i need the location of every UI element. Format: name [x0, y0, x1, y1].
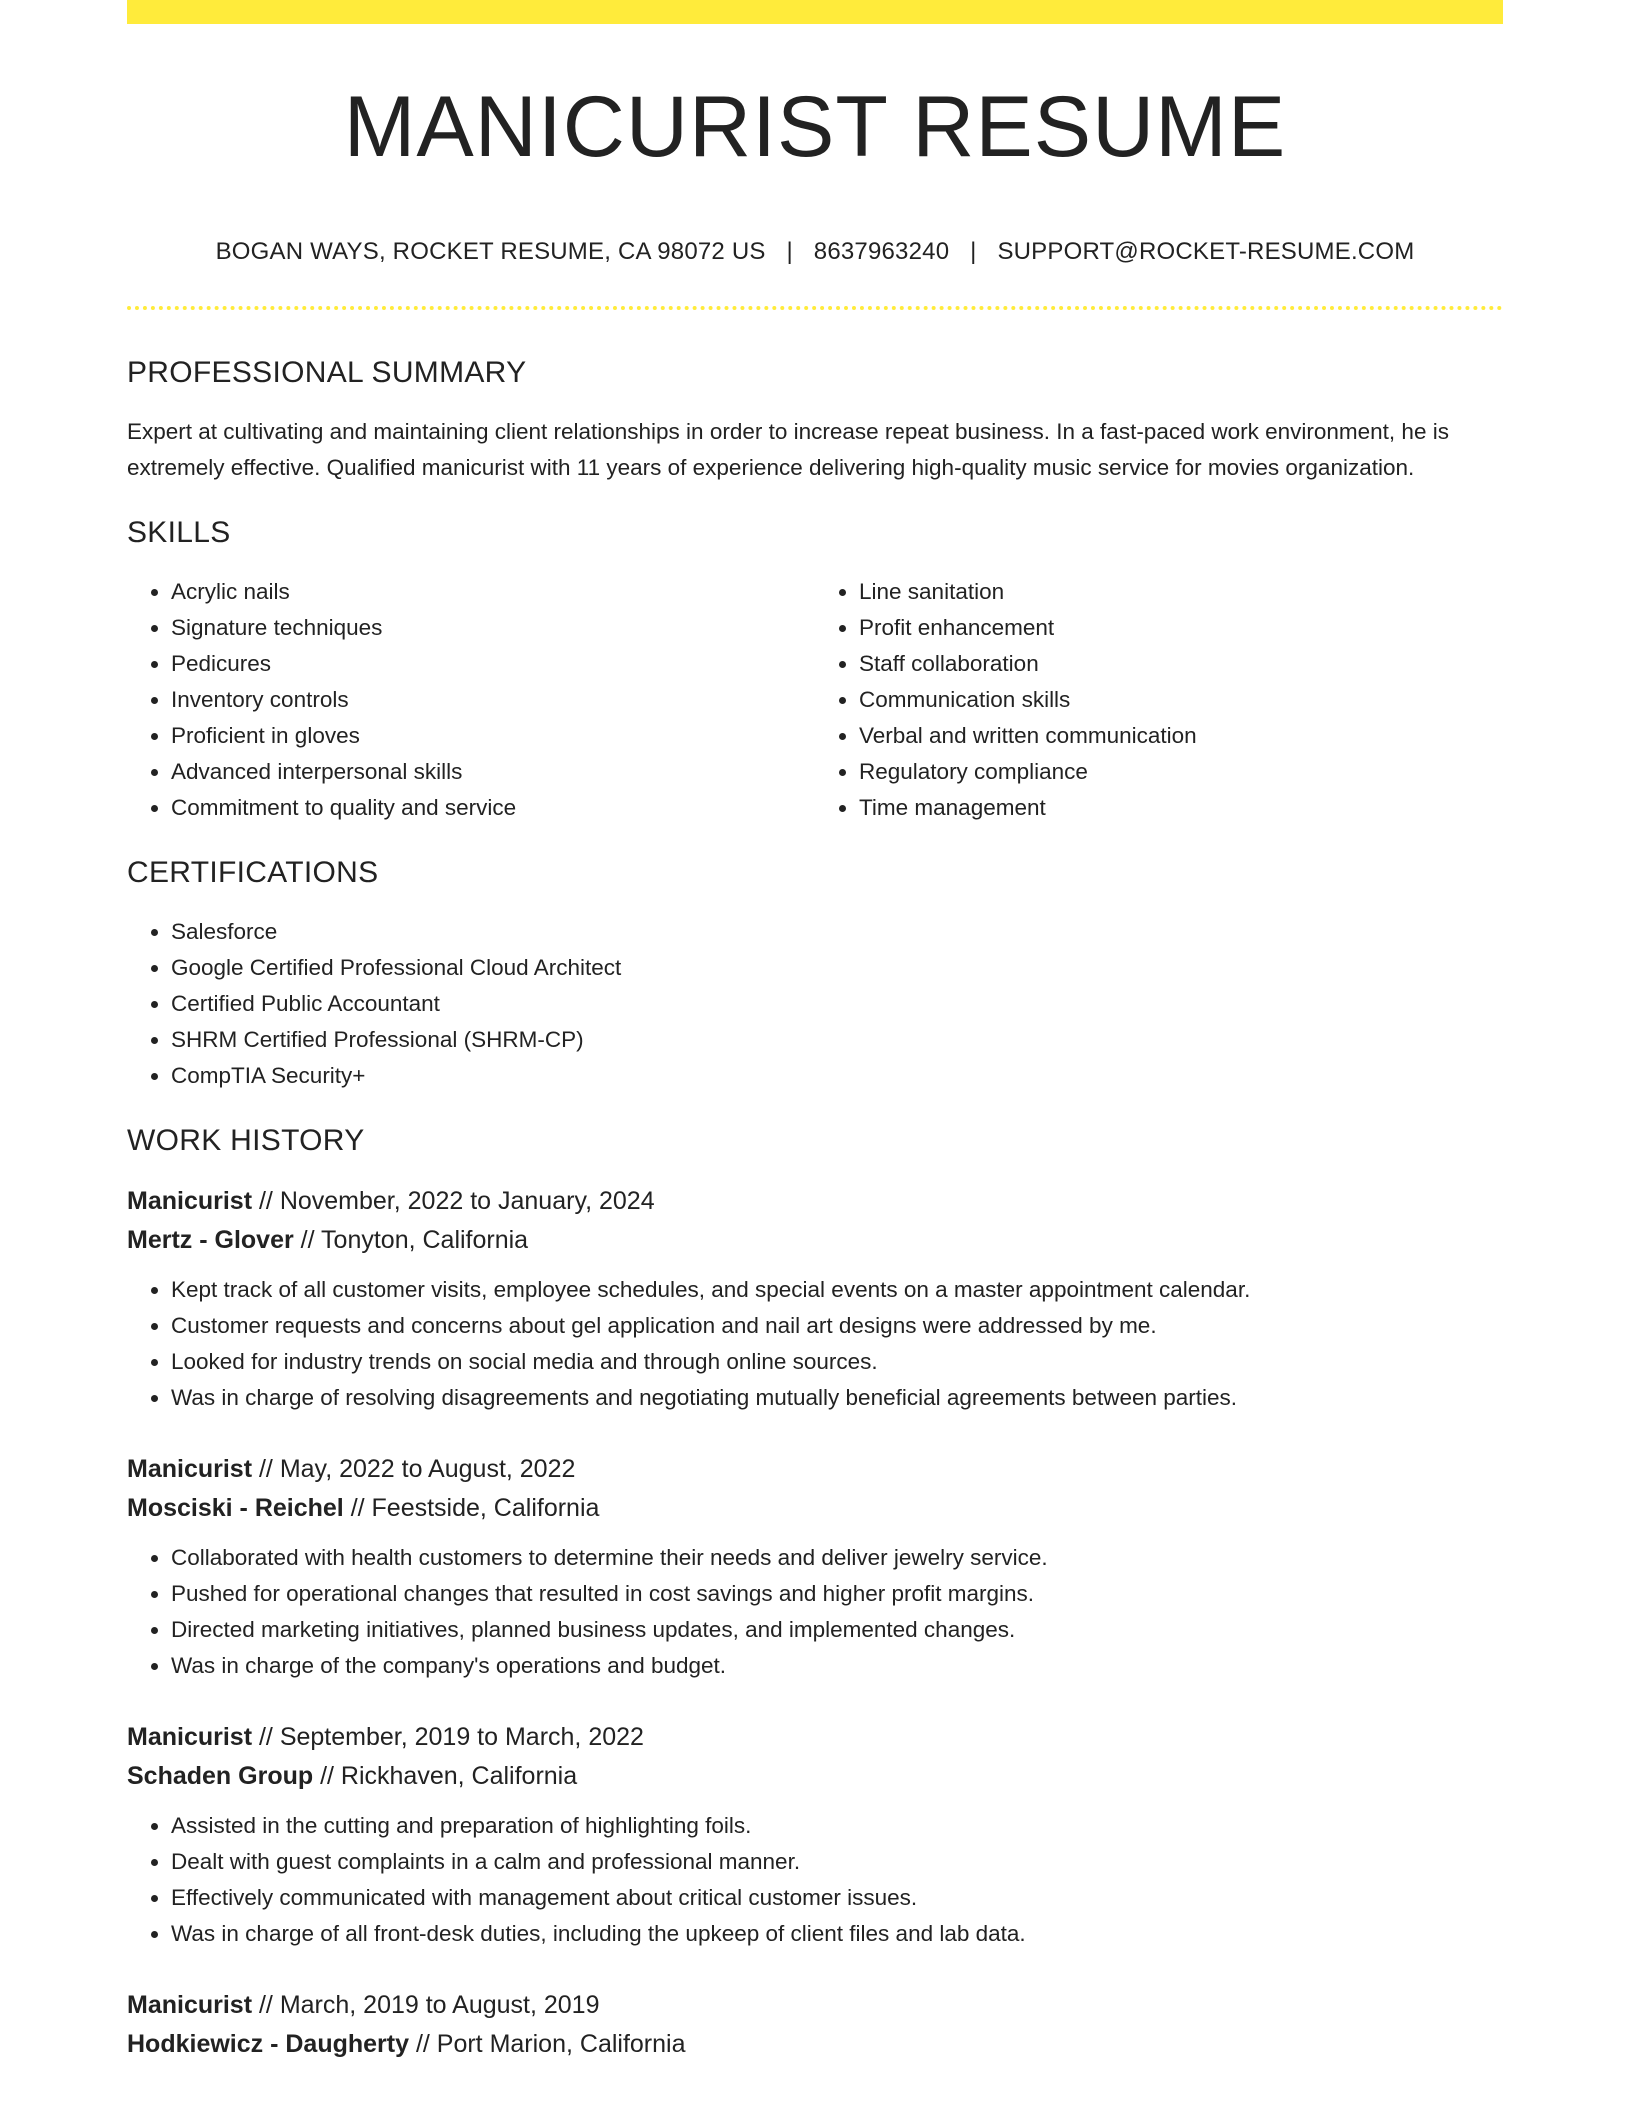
certifications-list — [127, 914, 1503, 1094]
job-bullet: • Kept track of all customer visits, employee schedules, and special events on a master appointment calendar. — [171, 1272, 1503, 1308]
certification-item: • Certified Public Accountant — [171, 986, 1503, 1022]
job-bullet: • Customer requests and concerns about gel application and nail art designs were addressed by me. — [171, 1308, 1503, 1344]
page-title: MANICURIST RESUME — [343, 79, 1287, 175]
job-title: Manicurist — [127, 1991, 253, 2019]
contact-line — [127, 238, 1503, 266]
job-bullet: • Directed marketing initiatives, planned business updates, and implemented changes. — [171, 1612, 1503, 1648]
job-bullets — [127, 1808, 1503, 1952]
job-company: Hodkiewicz - Daugherty — [127, 2030, 409, 2058]
job-dates: // November, 2022 to January, 2024 — [252, 1187, 655, 1215]
job-dates: // May, 2022 to August, 2022 — [252, 1455, 576, 1483]
certification-item: • Google Certified Professional Cloud Architect — [171, 950, 1503, 986]
skill-item: • Pedicures — [171, 646, 815, 682]
job-entry — [127, 1718, 1503, 1952]
skills-columns — [127, 574, 1503, 826]
job-location: // Tonyton, California — [293, 1226, 529, 1254]
certifications-heading: CERTIFICATIONS — [127, 856, 379, 889]
certification-item: • CompTIA Security+ — [171, 1058, 1503, 1094]
contact-address: BOGAN WAYS, ROCKET RESUME, CA 98072 US — [215, 238, 766, 265]
job-bullet: • Dealt with guest complaints in a calm and professional manner. — [171, 1844, 1503, 1880]
skill-item: • Commitment to quality and service — [171, 790, 815, 826]
job-company-line — [127, 2025, 1503, 2064]
certification-item: • SHRM Certified Professional (SHRM-CP) — [171, 1022, 1503, 1058]
contact-phone: 8637963240 — [813, 238, 950, 265]
job-company-line — [127, 1221, 1503, 1260]
accent-bar — [127, 0, 1503, 24]
header-divider — [127, 306, 1503, 310]
skill-item: • Inventory controls — [171, 682, 815, 718]
contact-email: SUPPORT@ROCKET-RESUME.COM — [997, 238, 1415, 265]
work-history-heading: WORK HISTORY — [127, 1124, 365, 1157]
job-entry — [127, 1182, 1503, 1416]
job-bullet: • Pushed for operational changes that resulted in cost savings and higher profit margins. — [171, 1576, 1503, 1612]
job-bullet: • Effectively communicated with management about critical customer issues. — [171, 1880, 1503, 1916]
job-company: Mosciski - Reichel — [127, 1494, 344, 1522]
job-company-line — [127, 1757, 1503, 1796]
job-bullet: • Was in charge of the company's operations and budget. — [171, 1648, 1503, 1684]
skill-item: • Regulatory compliance — [859, 754, 1503, 790]
job-location: // Feestside, California — [343, 1494, 600, 1522]
job-company: Schaden Group — [127, 1762, 314, 1790]
certification-item: • Salesforce — [171, 914, 1503, 950]
job-title-line — [127, 1182, 1503, 1221]
job-location: // Port Marion, California — [409, 2030, 686, 2058]
job-company: Mertz - Glover — [127, 1226, 294, 1254]
job-bullet: • Was in charge of resolving disagreements and negotiating mutually beneficial agreements between parties. — [171, 1380, 1503, 1416]
contact-separator: | — [786, 238, 793, 265]
skills-heading: SKILLS — [127, 516, 231, 549]
skills-section — [127, 516, 1503, 826]
skill-item: • Profit enhancement — [859, 610, 1503, 646]
job-title-line — [127, 1450, 1503, 1489]
job-bullet: • Looked for industry trends on social media and through online sources. — [171, 1344, 1503, 1380]
work-history-section — [127, 1124, 1503, 2064]
skill-item: • Signature techniques — [171, 610, 815, 646]
job-dates: // September, 2019 to March, 2022 — [252, 1723, 644, 1751]
skill-item: • Line sanitation — [859, 574, 1503, 610]
resume-body — [127, 356, 1503, 2098]
skills-list-left — [127, 574, 815, 826]
job-bullet: • Was in charge of all front-desk duties, including the upkeep of client files and lab data. — [171, 1916, 1503, 1952]
job-bullets — [127, 1540, 1503, 1684]
job-entry — [127, 1450, 1503, 1684]
skill-item: • Advanced interpersonal skills — [171, 754, 815, 790]
job-bullets — [127, 1272, 1503, 1416]
job-company-line — [127, 1489, 1503, 1528]
job-location: // Rickhaven, California — [313, 1762, 578, 1790]
skill-item: • Verbal and written communication — [859, 718, 1503, 754]
skill-item: • Staff collaboration — [859, 646, 1503, 682]
job-dates: // March, 2019 to August, 2019 — [252, 1991, 600, 2019]
job-title: Manicurist — [127, 1455, 253, 1483]
skill-item: • Time management — [859, 790, 1503, 826]
summary-section — [127, 356, 1503, 486]
job-entry — [127, 1986, 1503, 2064]
job-bullet: • Assisted in the cutting and preparation of highlighting foils. — [171, 1808, 1503, 1844]
skill-item: • Acrylic nails — [171, 574, 815, 610]
summary-text: Expert at cultivating and maintaining client relationships in order to increase repeat business. In a fast-paced work environment, he is extremely effective. Qualified manicurist with 11 years of experience delivering high-quality music service for movies organization. — [127, 419, 1449, 480]
job-title: Manicurist — [127, 1723, 253, 1751]
skill-item: • Proficient in gloves — [171, 718, 815, 754]
job-title-line — [127, 1986, 1503, 2025]
contact-separator: | — [970, 238, 977, 265]
summary-heading: PROFESSIONAL SUMMARY — [127, 356, 527, 389]
certifications-section — [127, 856, 1503, 1094]
job-bullet: • Collaborated with health customers to determine their needs and deliver jewelry service. — [171, 1540, 1503, 1576]
job-title: Manicurist — [127, 1187, 253, 1215]
skills-list-right — [815, 574, 1503, 826]
skill-item: • Communication skills — [859, 682, 1503, 718]
job-title-line — [127, 1718, 1503, 1757]
